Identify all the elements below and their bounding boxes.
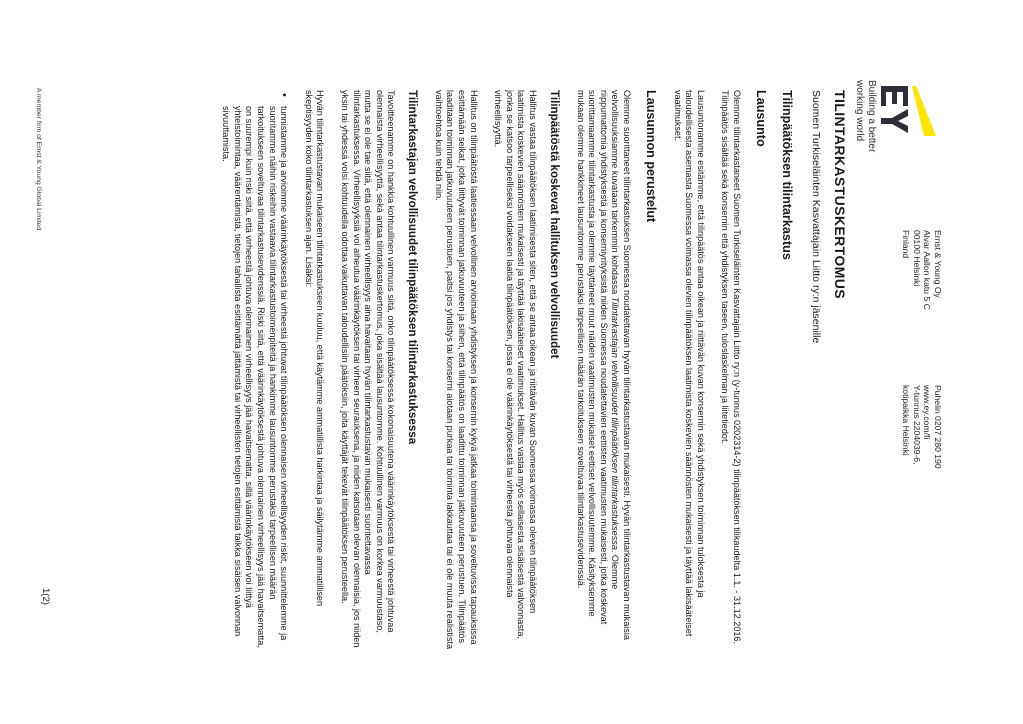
auditor-heading: Tilintarkastajan velvollisuudet tilinpäätöksen tilintarkastuksessa: [406, 90, 420, 445]
report-body: [220, 90, 848, 650]
board-heading: Tilinpäätöstä koskevat hallituksen velvollisuudet: [548, 90, 562, 359]
audit-heading: Tilinpäätöksen tilintarkastus: [780, 90, 794, 260]
recipient: Suomen Turkiseläinten Kasvattajain Liitto ry:n jäsenille: [810, 90, 822, 344]
report-title: TILINTARKASTUSKERTOMUS: [832, 90, 848, 299]
auditor-paragraph-1: Tavoitteenamme on hankkia kohtuullinen varmuus siitä, onko tilinpäätöksessä kokonaisuutena väärinkäytöksestä tai virheestä johtuvaa olennaista virheellisyyttä, sekä antaa tilintarkastuskertomus, joka sisältää lausuntomme. Kohtuullinen varmuus on korkea varmuustaso, mutta se ei ole tae siitä, että olennainen virheellisyys aina havaitaan hyvän tilintarkastustavan mukaisesti suoritettavassa tilintarkastuksessa. Virheellisyyksiä voi aiheutua väärinkäytöksen tai virheen seurauksena, ja niiden katsotaan olevan olennaisia, jos niiden yksin tai yhdessä voisi kohtuudella odottaa vaikuttavan taloudellisiin päätöksiin, joita käyttäjät tekevät tilinpäätöksen perusteella.: [339, 90, 397, 648]
auditor-bullet-list: [220, 90, 290, 650]
company-contact: Puhelin 0207 280 190 www.ey.com/fi Y-tunnus 2204039-6, kotipaikka Helsinki: [901, 385, 943, 469]
list-item: • tunnistamme ja arvioimme väärinkäytöksestä tai virheestä johtuvat tilinpäätöksen olennaisen virheellisyyden riskit, suunnittelemme ja suoritamme näihin riskeihin vastaavia tilintarkastustoimenpiteitä ja hankimme lausuntomme perustaksi tarpeellisen määrän tarkoitukseen soveltuvaa tilintarkastusevidenssiä. Riski siitä, että väärinkäytöksestä johtuva olennainen virheellisyys jää havaitsematta, on suurempi kuin riski siitä, että virheestä johtuva olennainen virheellisyys jää havaitsematta, sillä väärinkäytökseen voi liittyä yhteistoimintaa, väärentämistä, tietojen tahallista esittämättä jättämistä tai virheellisten tietojen esittämistä taikka sisäisen valvonnan sivuuttamista.: [220, 106, 290, 650]
ey-logo-icon: [880, 80, 938, 140]
opinion-paragraph-2: Lausuntonamme esitämme, että tilinpäätös antaa oikean ja riittävän kuvan konsernin sekä yhdistyksen toiminnan tuloksesta ja taloudellisesta asemasta Suomessa voimassa olevien tilinpäätöksen laatimista koskevien säännösten mukaisesti ja täyttää lakisääteiset vaatimukset.: [672, 90, 706, 637]
basis-heading: Lausunnon perustelut: [644, 90, 659, 223]
auditor-paragraph-2: Hyvän tilintarkastustavan mukaiseen tilintarkastukseen kuuluu, että käytämme ammatillista harkintaa ja säilytämme ammatillisen skeptisyyden koko tilintarkastuksen ajan. Lisäksi:: [303, 90, 326, 607]
opinion-paragraph-1: Olemme tilintarkastaneet Suomen Turkiseläinten Kasvattajain Liitto ry:n (y-tunnus 0202314-2) tilinpäätöksen tilikaudelta 1.1. - 31.12.2016. Tilinpäätös sisältää sekä konsernin että yhdistyksen taseen, tuloslaskelman ja liitetiedot.: [720, 90, 742, 645]
board-paragraph-1: Hallitus vastaa tilinpäätöksen laatimisesta siten, että se antaa oikean ja riittävän kuvan Suomessa voimassa olevien tilinpäätöksen laatimista koskevien säännösten mukaisesti ja täyttää lakisääteiset vaatimukset. Hallitus vastaa myös sellaisesta sisäisestä valvonnasta, jonka se katsoo tarpeelliseksi voidakseen laatia tilinpäätöksen, jossa ei ole väärinkäytöksestä tai virheestä johtuvaa olennaista virheellisyyttä.: [493, 90, 539, 639]
opinion-heading: Lausunto: [754, 90, 768, 147]
company-address: Ernst & Young Oy Alvar Aallon katu 5 C 00100 Helsinki Finland: [901, 230, 943, 310]
page-number: 1(2): [40, 588, 51, 605]
ey-logo: [853, 80, 938, 154]
board-paragraph-2: Hallitus on tilinpäätöstä laatiessaan velvollinen arvioimaan yhdistyksen ja konsernin kykyä jatkaa toimintaansa ja soveltuvissa tapauksissa esittämään seikat, jotka liittyvät toiminnan jatkuvuuteen ja siihen, että tilinpäätös on laadittu toiminnan jatkuvuuteen perustuen. Tilinpäätös laaditaan toiminnan jatkuvuuteen perustuen, paitsi jos yhdistys tai konserni aiotaan purkaa tai toiminta lakkauttaa tai ei ole muuta realistista vaihtoehtoa kuin tehdä niin.: [433, 90, 479, 650]
footer-note: A member firm of Ernst & Young Global Limited: [35, 88, 42, 231]
logo-tagline: Building a better working world: [854, 80, 877, 153]
basis-paragraph: Olemme suorittaneet tilintarkastuksen Suomessa noudatettavan hyvän tilintarkastustavan mukaisesti. Hyvän tilintarkastustavan mukaisia velvollisuuksiamme kuvataan tarkemmin kohdassa Tilintarkastajan velvollisuudet tilinpäätöksen tilintarkastuksessa. Olemme riippumattomia yhdistyksestä ja konserniyrityksistä niiden Suomessa noudatettavien eettisten vaatimusten mukaisesti, jotka koskevat suorittamaamme tilintarkastusta ja olemme täyttäneet muut näiden vaatimusten mukaiset eettiset velvollisuutemme. Käsityksemme mukaan olemme hankkineet lausuntomme perustaksi tarpeellisen määrän tarkoitukseen soveltuvaa tilintarkastusevidenssiä.: [575, 90, 633, 640]
